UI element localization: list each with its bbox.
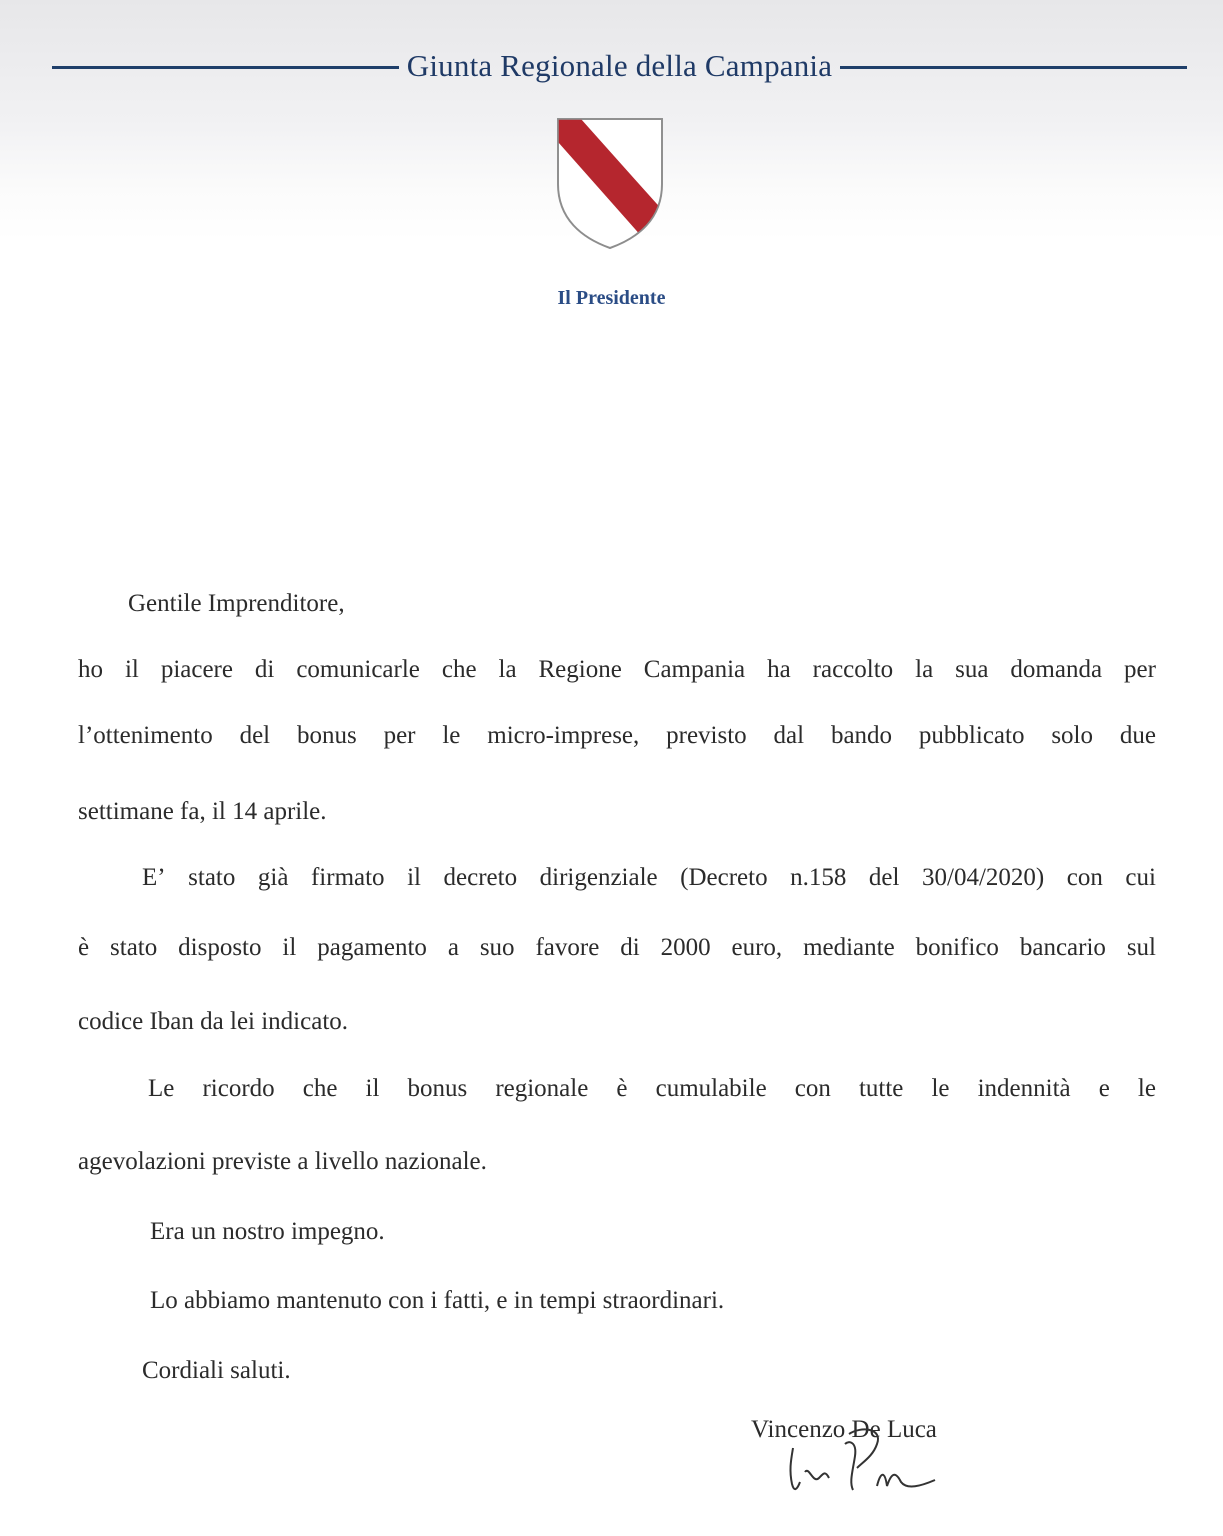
word: 2000 [660,934,711,961]
word: e [1098,1075,1110,1102]
word: 30/04/2020) [922,864,1045,891]
word: euro, [731,934,783,961]
word: piacere [160,656,233,683]
word: bonus [407,1075,468,1102]
word: Le [148,1075,175,1102]
word: disposto [178,934,262,961]
signer-name: Vincenzo De Luca [751,1416,937,1443]
word: è [78,934,90,961]
greeting: Gentile Imprenditore, [128,590,345,617]
word: a [447,934,459,961]
word: il [282,934,297,961]
letterhead [52,44,1187,88]
commitment-line: Era un nostro impegno. [150,1218,385,1245]
word: tutte [858,1075,904,1102]
paragraph-3-line-1-text [148,1075,1156,1103]
word: ricordo [202,1075,275,1102]
word: indennità [977,1075,1071,1102]
word: il [124,656,139,683]
word: sua [955,656,989,683]
word: suo [479,934,515,961]
paragraph-1-line-2 [78,722,1156,750]
word: per [1124,656,1156,683]
word: mediante [803,934,895,961]
word: le [931,1075,950,1102]
paragraph-1-line-3: settimane fa, il 14 aprile. [78,798,327,825]
word: regionale [495,1075,589,1102]
word: è [616,1075,628,1102]
paragraph-2-line-2 [78,934,1156,962]
word: bonifico [915,934,999,961]
word: le [442,722,461,749]
word: la [915,656,934,683]
word: dirigenziale [539,864,658,891]
word: pubblicato [918,722,1025,749]
word: previsto [666,722,747,749]
letterhead-title: Giunta Regionale della Campania [406,48,833,83]
word: stato [110,934,158,961]
paragraph-2-line-1-text [142,864,1156,892]
word: con [1066,864,1103,891]
word: stato [188,864,236,891]
word: dal [773,722,805,749]
closing: Cordiali saluti. [142,1357,291,1384]
word: decreto [443,864,518,891]
word: con [794,1075,831,1102]
word: del [239,722,271,749]
word: che [441,656,477,683]
word: del [868,864,900,891]
paragraph-1-line-1 [78,656,1156,684]
word: Regione [538,656,622,683]
handwritten-signature-icon [745,1398,985,1508]
word: già [257,864,289,891]
word: che [302,1075,338,1102]
word: per [383,722,416,749]
word: di [254,656,275,683]
word: micro-imprese, [487,722,640,749]
word: Campania [643,656,746,683]
word: ha [767,656,791,683]
paragraph-1-line-2-text [78,722,1156,750]
paragraph-1-line-1-text [78,656,1156,684]
letterhead-rule-left [52,66,399,69]
word: pagamento [317,934,427,961]
word: sul [1126,934,1156,961]
word: n.158 [790,864,847,891]
letterhead-rule-right [840,66,1187,69]
word: cumulabile [655,1075,767,1102]
word: favore [535,934,600,961]
word: cui [1125,864,1156,891]
paragraph-2-line-2-text [78,934,1156,962]
coat-of-arms-icon [553,114,667,252]
word: il [407,864,421,891]
word: raccolto [812,656,894,683]
word: (Decreto [680,864,768,891]
paragraph-3-line-1 [148,1075,1156,1103]
word: le [1137,1075,1156,1102]
word: bancario [1019,934,1106,961]
paragraph-3-line-2: agevolazioni previste a livello nazionale. [78,1148,487,1175]
word: l’ottenimento [78,722,213,749]
word: due [1119,722,1156,749]
word: bando [830,722,893,749]
word: la [498,656,517,683]
letterhead-subtitle: Il Presidente [557,287,666,309]
word: di [620,934,640,961]
word: firmato [310,864,385,891]
word: solo [1051,722,1093,749]
word: E’ [142,864,166,891]
paragraph-2-line-1 [142,864,1156,892]
word: ho [78,656,103,683]
paragraph-2-line-3: codice Iban da lei indicato. [78,1008,349,1035]
word: domanda [1010,656,1103,683]
word: il [365,1075,380,1102]
word: comunicarle [296,656,420,683]
kept-promise-line: Lo abbiamo mantenuto con i fatti, e in tempi straordinari. [150,1287,725,1314]
word: bonus [296,722,357,749]
